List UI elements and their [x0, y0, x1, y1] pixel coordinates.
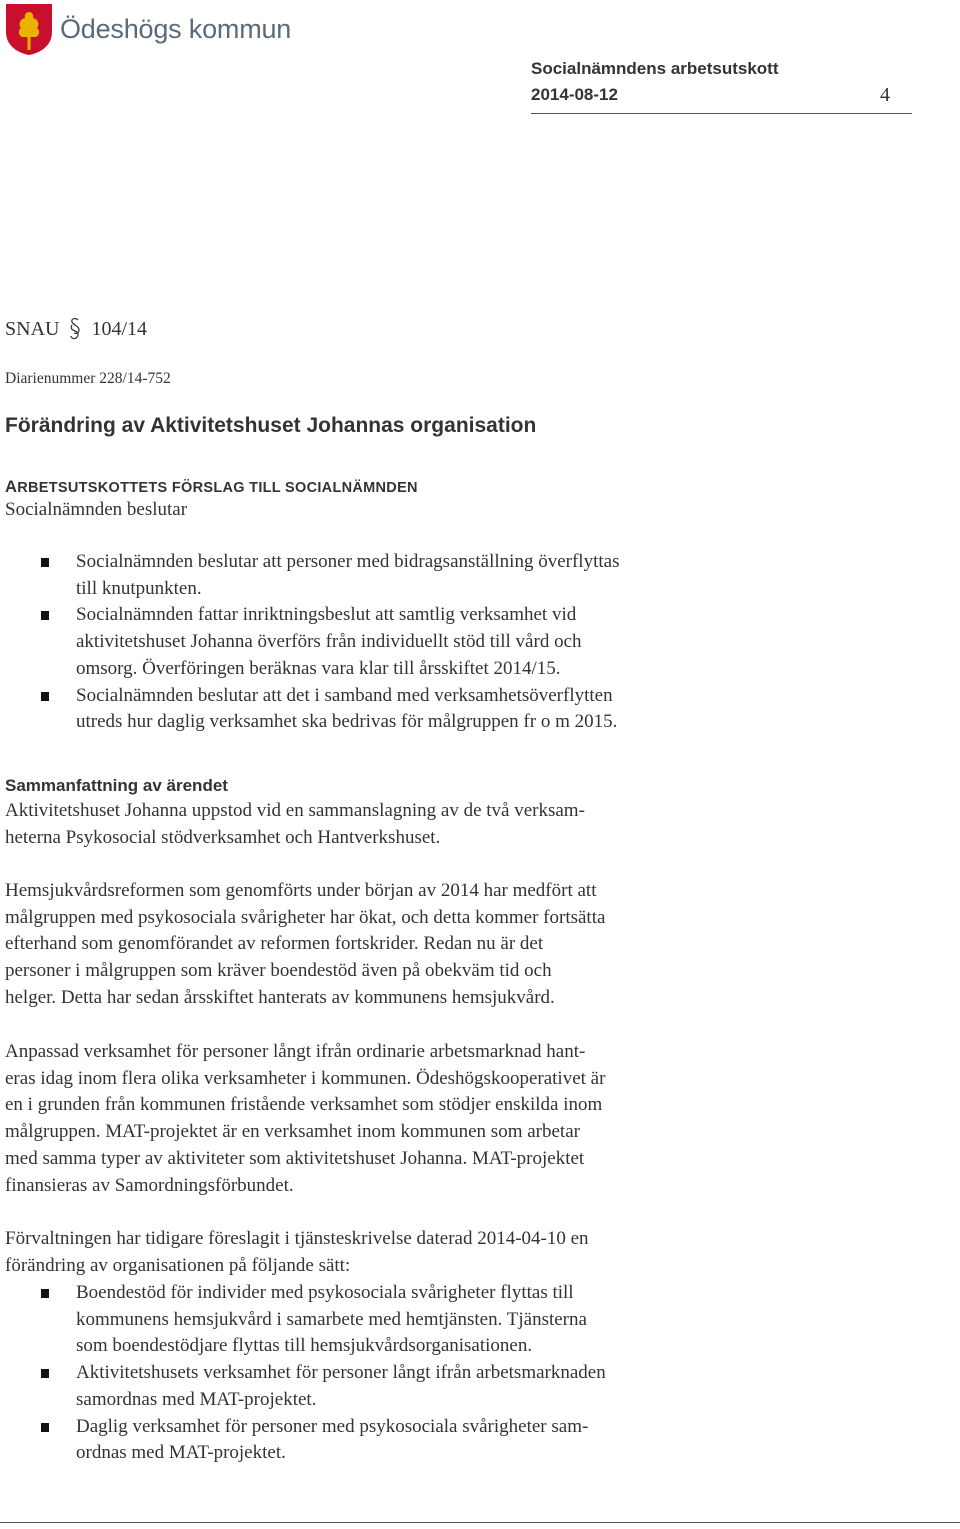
bullet-icon: [41, 558, 49, 567]
bullet-icon: [41, 1369, 49, 1378]
decision-intro: Socialnämnden beslutar: [5, 499, 188, 520]
line: förändring av organisationen på följande sätt:: [5, 1254, 351, 1276]
page-number: 4: [880, 84, 890, 106]
list-item: [5, 602, 735, 682]
proposal-heading: [5, 478, 418, 497]
line: Daglig verksamhet för personer med psykosociala svårigheter sam-: [76, 1415, 589, 1437]
committee-title: Socialnämndens arbetsutskott: [531, 59, 779, 78]
paragraph-sign-icon: [69, 317, 81, 341]
line: helger. Detta har sedan årsskiftet hanterats av kommunens hemsjukvård.: [5, 986, 555, 1008]
line: ordnas med MAT-projektet.: [76, 1442, 286, 1464]
header-divider: [531, 113, 912, 114]
line: Boendestöd för individer med psykosociala svårigheter flyttas till: [76, 1282, 574, 1303]
line: aktivitetshuset Johanna överförs från individuellt stöd till vård och: [76, 631, 582, 653]
list-item: [5, 1360, 735, 1413]
line: som boendestödjare flyttas till hemsjukvårdsorganisationen.: [76, 1335, 533, 1357]
municipality-logo: [4, 2, 291, 56]
summary-heading: Sammanfattning av ärendet: [5, 776, 228, 795]
line: kommunens hemsjukvård i samarbete med hemtjänsten. Tjänsterna: [76, 1308, 587, 1330]
line: med samma typer av aktiviteter som aktivitetshuset Johanna. MAT-projektet: [5, 1147, 585, 1169]
line: samordnas med MAT-projektet.: [76, 1388, 317, 1410]
line: Aktivitetshuset Johanna uppstod vid en sammanslagning av de två verksam-: [5, 800, 585, 821]
meeting-date: 2014-08-12: [531, 85, 618, 104]
bullet-icon: [41, 1423, 49, 1432]
line: Socialnämnden beslutar att det i samband med verksamhetsöverflytten: [76, 684, 613, 706]
line: Förvaltningen har tidigare föreslagit i tjänsteskrivelse daterad 2014-04-10 en: [5, 1228, 589, 1249]
case-id-prefix: SNAU: [5, 317, 60, 340]
line: Socialnämnden fattar inriktningsbeslut att samtlig verksamhet vid: [76, 604, 577, 626]
list-item: [5, 683, 735, 736]
list-item: [5, 1414, 735, 1467]
summary-paragraph-2: [5, 878, 735, 1012]
line: Socialnämnden beslutar att personer med bidragsanställning överflyttas: [76, 551, 620, 572]
case-id-number: 104/14: [91, 317, 148, 340]
bullet-icon: [41, 1289, 49, 1298]
bullet-icon: [41, 692, 49, 701]
proposal-heading-rest: RBETSUTSKOTTETS FÖRSLAG TILL SOCIALNÄMNDEN: [17, 480, 418, 496]
page-header: [531, 58, 890, 106]
line: finansieras av Samordningsförbundet.: [5, 1174, 294, 1196]
document-title: Förändring av Aktivitetshuset Johannas organisation: [5, 414, 537, 437]
line: omsorg. Överföringen beräknas vara klar till årsskiftet 2014/15.: [76, 657, 561, 679]
list-item: [5, 549, 735, 602]
line: Aktivitetshusets verksamhet för personer långt ifrån arbetsmarknaden: [76, 1362, 606, 1384]
summary-paragraph-4: [5, 1226, 735, 1279]
diary-number: Diarienummer 228/14-752: [5, 370, 171, 387]
line: personer i målgruppen som kräver boendestöd även på obekväm tid och: [5, 960, 552, 982]
line: heterna Psykosocial stödverksamhet och Hantverkshuset.: [5, 826, 441, 848]
line: en i grunden från kommunen fristående verksamhet som stödjer enskilda inom: [5, 1094, 603, 1116]
line: målgruppen. MAT-projektet är en verksamhet inom kommunen som arbetar: [5, 1121, 580, 1143]
municipality-name: Ödeshögs kommun: [60, 14, 292, 44]
footer-divider: [0, 1522, 960, 1523]
line: till knutpunkten.: [76, 577, 202, 599]
summary-paragraph-3: [5, 1039, 735, 1199]
line: utreds hur daglig verksamhet ska bedrivas för målgruppen fr o m 2015.: [76, 711, 618, 733]
proposal-list: [5, 549, 735, 736]
line: eras idag inom flera olika verksamheter i kommunen. Ödeshögskooperativet är: [5, 1067, 606, 1089]
crest-icon: [4, 2, 54, 56]
organisation-change-list: [5, 1280, 735, 1467]
proposal-heading-initial: A: [5, 478, 18, 496]
line: Hemsjukvårdsreformen som genomförts under början av 2014 har medfört att: [5, 880, 597, 901]
summary-paragraph-1: [5, 798, 735, 851]
case-id: [5, 317, 147, 341]
line: Anpassad verksamhet för personer långt ifrån ordinarie arbetsmarknad hant-: [5, 1041, 586, 1062]
line: efterhand som genomförandet av reformen fortskrider. Redan nu är det: [5, 933, 544, 955]
bullet-icon: [41, 611, 49, 620]
list-item: [5, 1280, 735, 1360]
line: målgruppen med psykosociala svårigheter har ökat, och detta kommer fortsätta: [5, 906, 606, 928]
